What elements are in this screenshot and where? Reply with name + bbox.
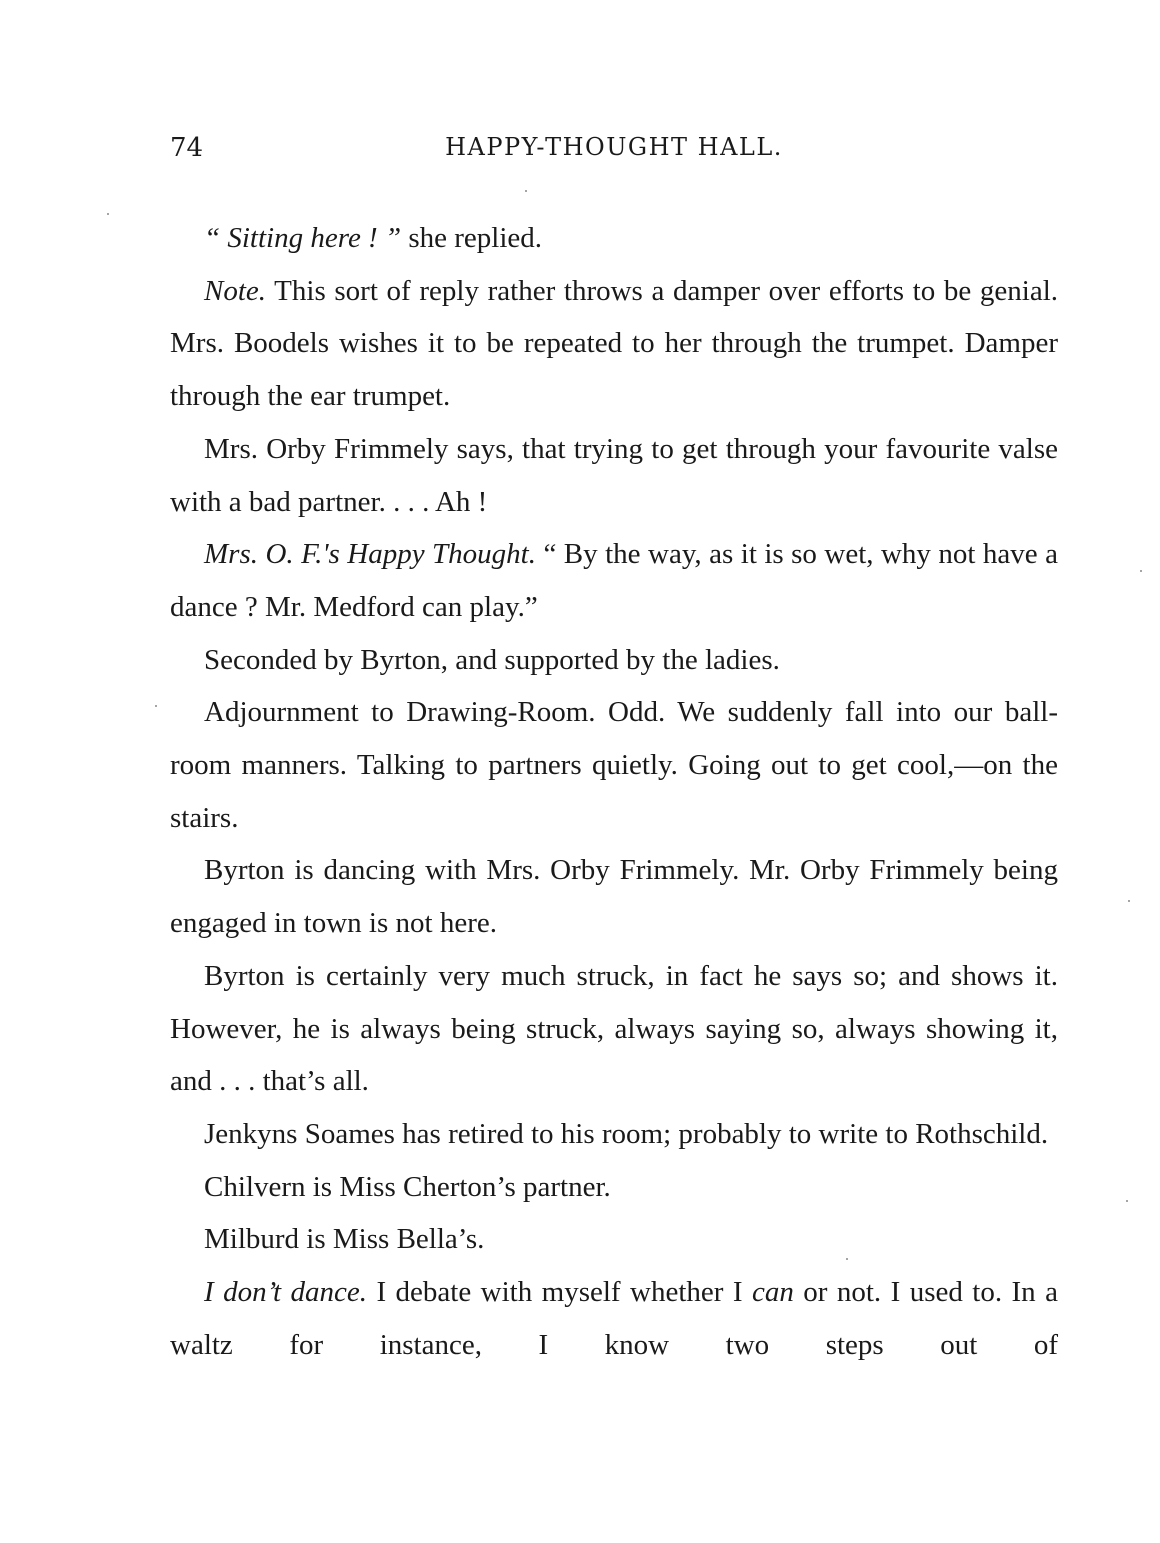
italic-text: can	[751, 1276, 794, 1309]
running-title: HAPPY-THOUGHT HALL.	[445, 133, 783, 161]
italic-text: Mrs. O. F.'s Happy Thought.	[204, 538, 536, 571]
paragraph-chilvern	[170, 1161, 1058, 1214]
paragraph-milburd	[170, 1213, 1058, 1266]
paragraph-sitting-here	[170, 212, 1058, 265]
text: Milburd is Miss Bella’s.	[204, 1223, 485, 1256]
scan-speck	[1128, 900, 1130, 902]
paragraph-seconded	[170, 634, 1058, 687]
paragraph-jenkyns	[170, 1108, 1058, 1161]
text: “ By the way, as it is so wet, why not have a dance ? Mr. Medford can play.”	[170, 538, 1058, 623]
scan-speck	[1140, 570, 1142, 572]
paragraph-note	[170, 265, 1058, 423]
italic-text: “ Sitting here ! ”	[204, 222, 402, 254]
text: Chilvern is Miss Cherton’s partner.	[204, 1170, 611, 1203]
page-body	[170, 212, 1058, 1371]
paragraph-byrton-struck	[170, 950, 1058, 1108]
italic-text: Note.	[204, 274, 267, 307]
text: Jenkyns Soames has retired to his room; probably to write to Rothschild.	[204, 1117, 1049, 1150]
text: This sort of reply rather throws a damper over efforts to be genial. Mrs. Boodels wishes it to be repeated to her through the trumpet. Damper through the ear trumpet.	[170, 274, 1058, 413]
page-header	[170, 133, 1058, 169]
paragraph-adjournment	[170, 686, 1058, 844]
paragraph-mrs-orby	[170, 423, 1058, 528]
text: she replied.	[401, 222, 543, 254]
scan-speck	[107, 213, 109, 215]
italic-text: I don’t dance.	[204, 1276, 368, 1309]
text: Adjournment to Drawing-Room. Odd. We suddenly fall into our ball-room manners. Talking to partners quietly. Going out to get cool,—on the stairs.	[170, 696, 1058, 834]
text: Mrs. Orby Frimmely says, that trying to get through your favourite valse with a bad partner. . . . Ah !	[170, 432, 1058, 518]
text: or not. I used to. In a waltz for instance, I know two steps out of	[170, 1276, 1058, 1361]
scan-speck	[1126, 1200, 1128, 1202]
paragraph-happy-thought	[170, 528, 1058, 633]
scan-speck	[846, 1258, 848, 1260]
text: Byrton is dancing with Mrs. Orby Frimmely. Mr. Orby Frimmely being engaged in town is not here.	[170, 854, 1058, 940]
scan-speck	[155, 705, 157, 707]
scan-speck	[525, 190, 527, 192]
text: Seconded by Byrton, and supported by the ladies.	[204, 643, 780, 676]
paragraph-dont-dance	[170, 1266, 1058, 1371]
paragraph-byrton-dancing	[170, 844, 1058, 949]
page-number: 74	[170, 133, 204, 163]
text: I debate with myself whether I	[367, 1276, 752, 1309]
text: Byrton is certainly very much struck, in fact he says so; and shows it. However, he is always being struck, always saying so, always showing it, and . . . that’s all.	[170, 959, 1058, 1098]
